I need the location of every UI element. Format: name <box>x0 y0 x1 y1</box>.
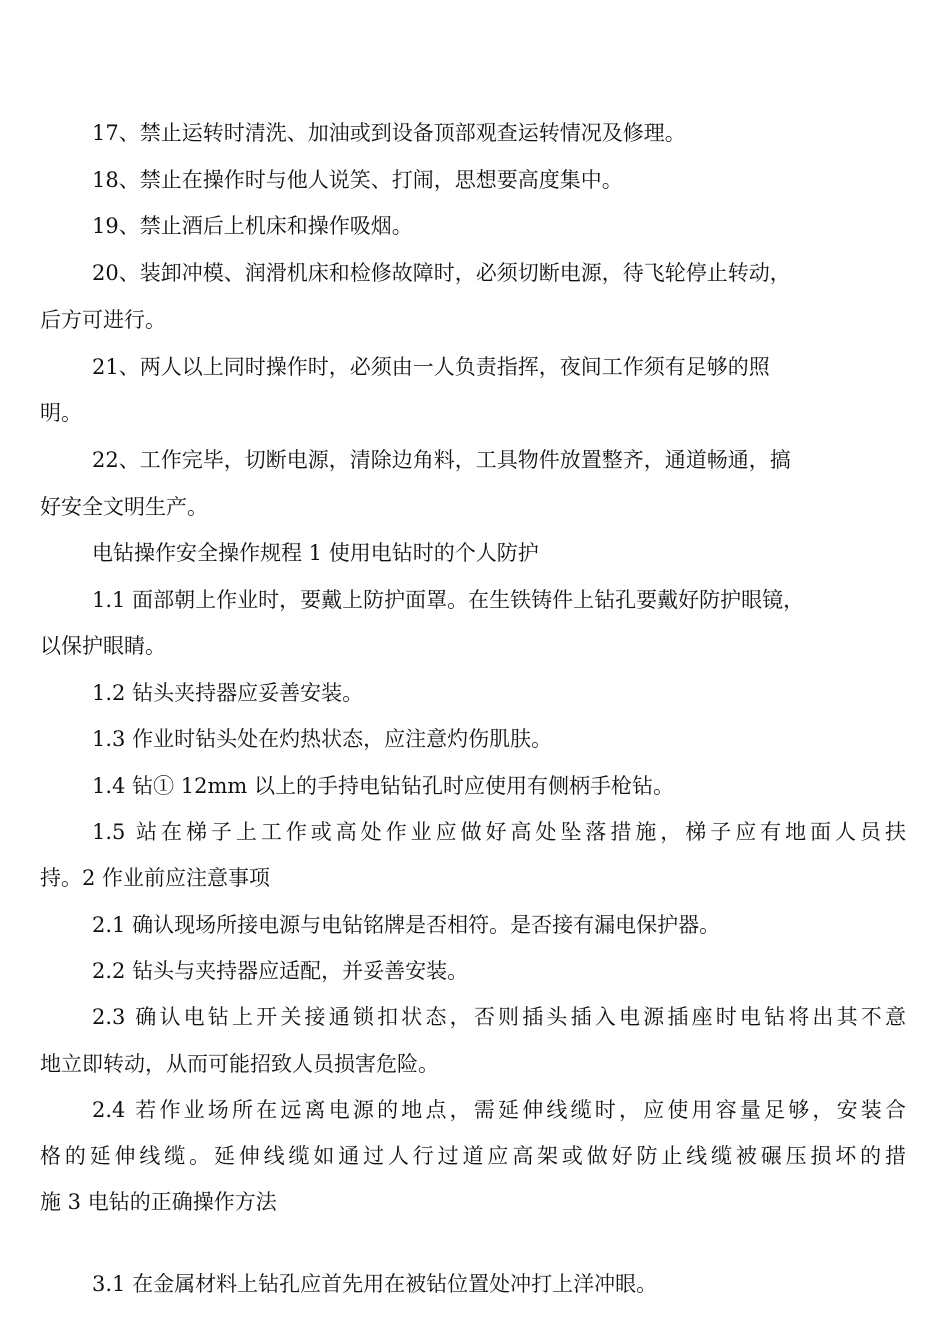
paragraph-2-3-line-1: 2.3 确认电钻上开关接通锁扣状态，否则插头插入电源插座时电钻将出其不意 <box>92 1005 906 1029</box>
paragraph-1-1-line-2: 以保护眼睛。 <box>40 634 166 658</box>
paragraph-1-2: 1.2 钻头夹持器应妥善安装。 <box>92 681 364 705</box>
section-heading-electric-drill: 电钻操作安全操作规程 1 使用电钻时的个人防护 <box>92 541 539 565</box>
paragraph-17: 17、禁止运转时清洗、加油或到设备顶部观查运转情况及修理。 <box>92 121 686 145</box>
paragraph-2-4-line-2: 格的延伸线缆。延伸线缆如通过人行过道应高架或做好防止线缆被碾压损坏的措 <box>40 1144 906 1168</box>
paragraph-20-line-1: 20、装卸冲模、润滑机床和检修故障时，必须切断电源，待飞轮停止转动， <box>92 261 791 285</box>
paragraph-2-3-line-2: 地立即转动，从而可能招致人员损害危险。 <box>40 1052 439 1076</box>
paragraph-1-4: 1.4 钻① 12mm 以上的手持电钻钻孔时应使用有侧柄手枪钻。 <box>92 774 674 798</box>
paragraph-21-line-1: 21、两人以上同时操作时，必须由一人负责指挥，夜间工作须有足够的照 <box>92 355 770 379</box>
paragraph-2-4-line-1: 2.4 若作业场所在远离电源的地点，需延伸线缆时，应使用容量足够，安装合 <box>92 1098 906 1122</box>
paragraph-2-4-line-3: 施 3 电钻的正确操作方法 <box>40 1190 277 1214</box>
paragraph-1-3: 1.3 作业时钻头处在灼热状态，应注意灼伤肌肤。 <box>92 727 553 751</box>
paragraph-2-2: 2.2 钻头与夹持器应适配，并妥善安装。 <box>92 959 469 983</box>
paragraph-20-line-2: 后方可进行。 <box>40 308 166 332</box>
paragraph-3-1: 3.1 在金属材料上钻孔应首先用在被钻位置处冲打上洋冲眼。 <box>92 1272 658 1296</box>
paragraph-18: 18、禁止在操作时与他人说笑、打闹，思想要高度集中。 <box>92 168 623 192</box>
paragraph-22-line-2: 好安全文明生产。 <box>40 495 208 519</box>
paragraph-21-line-2: 明。 <box>40 401 82 425</box>
paragraph-22-line-1: 22、工作完毕，切断电源，清除边角料，工具物件放置整齐，通道畅通，搞 <box>92 448 791 472</box>
paragraph-1-5-line-2: 持。2 作业前应注意事项 <box>40 866 271 890</box>
paragraph-19: 19、禁止酒后上机床和操作吸烟。 <box>92 214 413 238</box>
paragraph-2-1: 2.1 确认现场所接电源与电钻铭牌是否相符。是否接有漏电保护器。 <box>92 913 721 937</box>
paragraph-1-1-line-1: 1.1 面部朝上作业时，要戴上防护面罩。在生铁铸件上钻孔要戴好防护眼镜， <box>92 588 805 612</box>
paragraph-1-5-line-1: 1.5 站在梯子上工作或高处作业应做好高处坠落措施，梯子应有地面人员扶 <box>92 820 906 844</box>
